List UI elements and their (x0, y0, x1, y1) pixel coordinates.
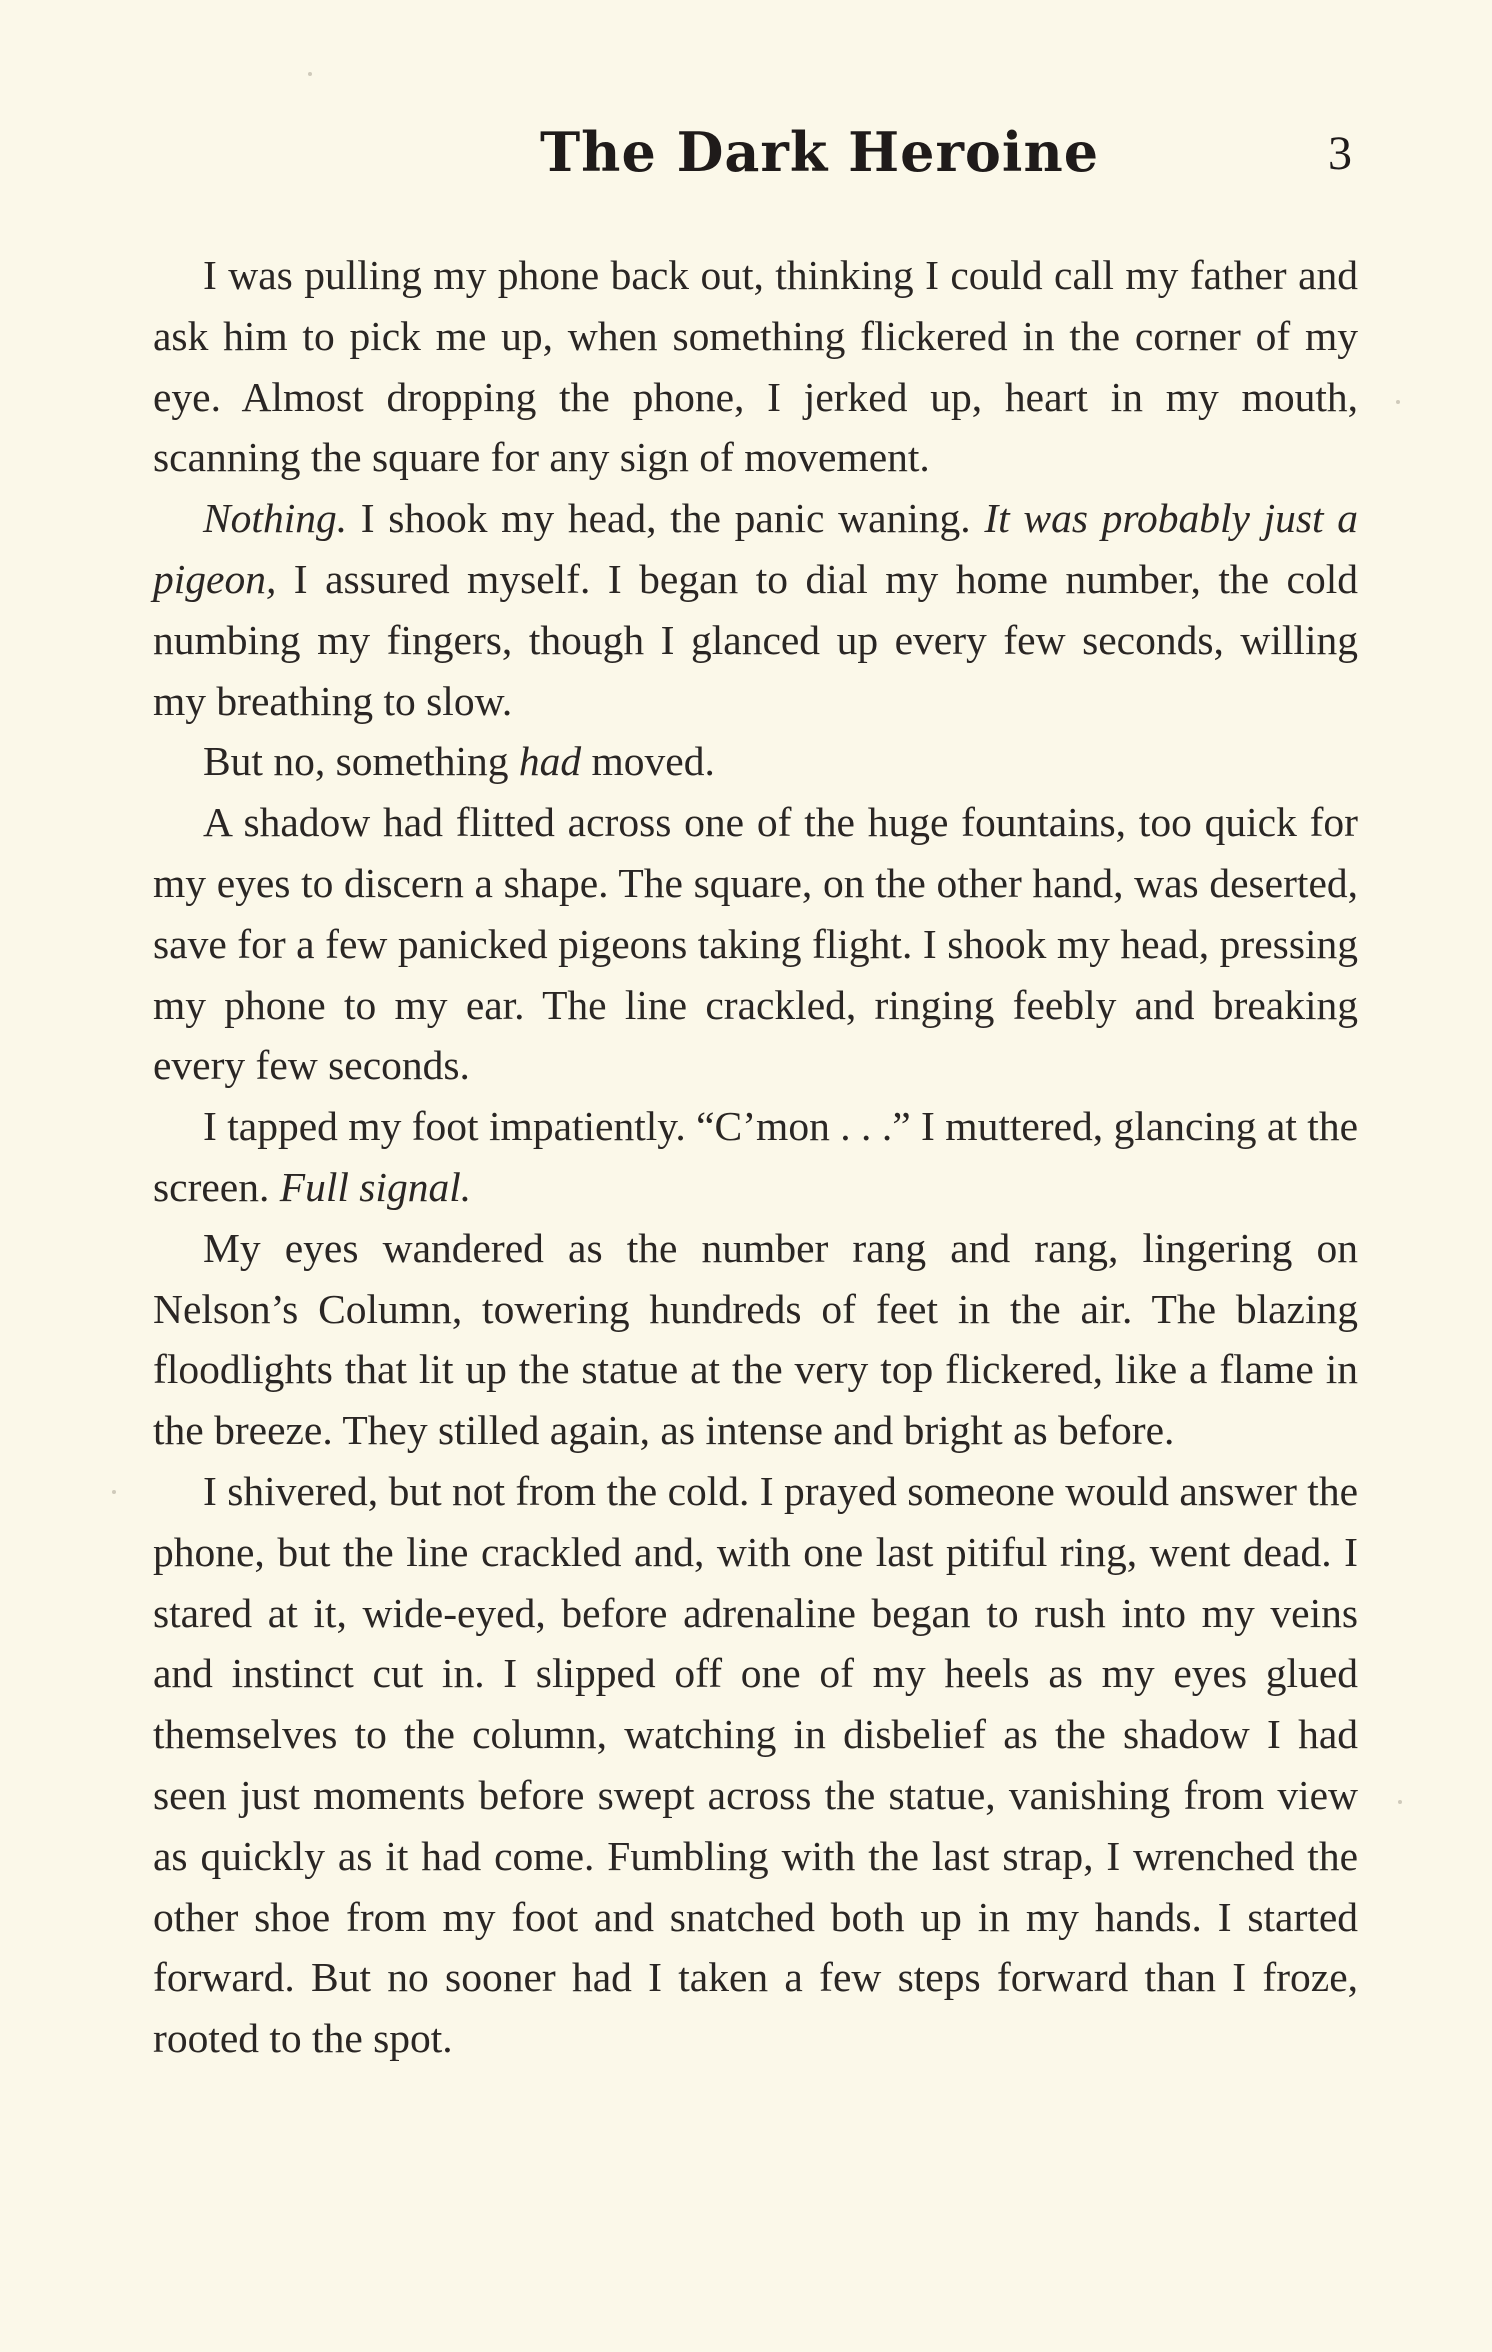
text-segment: I was pulling my phone back out, thinking I could call my father and ask him to pick me up, when something flickered in the corner of my eye. Almost dropping the phone, I jerked up, heart in my mouth, scanning the square for any sign of movement. (153, 252, 1358, 481)
text-segment: I shook my head, the panic waning. (347, 495, 985, 542)
paper-speck (112, 1490, 116, 1494)
paragraph-3 (153, 731, 1358, 792)
text-segment: moved. (581, 738, 715, 785)
text-segment: But no, something (203, 738, 519, 785)
book-title: The Dark Heroine (540, 120, 1100, 184)
italic-segment: Full signal. (279, 1163, 472, 1210)
paragraph-1 (153, 245, 1358, 488)
paragraph-5 (153, 1096, 1358, 1218)
text-segment: My eyes wandered as the number rang and rang, lingering on Nelson’s Column, towering hundreds of feet in the air. The blazing floodlights that lit up the statue at the very top flickered, like a flame in the breeze. They stilled again, as intense and bright as before. (153, 1224, 1358, 1454)
italic-segment: Nothing. (203, 495, 348, 542)
paragraph-4 (153, 792, 1358, 1096)
text-segment: I tapped my foot impatiently. “C’mon . . .” I muttered, glancing at the screen. (153, 1103, 1358, 1210)
running-head (0, 112, 1492, 202)
paper-speck (308, 72, 312, 76)
paper-speck (1396, 400, 1400, 404)
paragraph-6 (153, 1218, 1358, 1461)
paragraph-2 (153, 488, 1358, 731)
body-text (153, 245, 1358, 2069)
italic-segment: had (518, 738, 582, 785)
text-segment: A shadow had flitted across one of the huge fountains, too quick for my eyes to discern a shape. The square, on the other hand, was deserted, save for a few panicked pigeons taking flight. I shook my head, pressing my phone to my ear. The line crackled, ringing feebly and breaking every few seconds. (153, 799, 1358, 1089)
paper-speck (1398, 1800, 1402, 1804)
text-segment: I assured myself. I began to dial my home number, the cold numbing my fingers, though I glanced up every few seconds, willing my breathing to slow. (153, 555, 1358, 724)
italic-segment: It was probably just a pigeon, (153, 495, 1359, 602)
page-number: 3 (1328, 127, 1352, 180)
paragraph-7 (153, 1461, 1358, 2069)
text-segment: I shivered, but not from the cold. I prayed someone would answer the phone, but the line crackled and, with one last pitiful ring, went dead. I stared at it, wide-eyed, before adrenaline began to rush into my veins and instinct cut in. I slipped off one of my heels as my eyes glued themselves to the column, watching in disbelief as the shadow I had seen just moments before swept across the statue, vanishing from view as quickly as it had come. Fumbling with the last strap, I wrenched the other shoe from my foot and snatched both up in my hands. I started forward. But no sooner had I taken a few steps forward than I froze, rooted to the spot. (153, 1467, 1358, 2062)
